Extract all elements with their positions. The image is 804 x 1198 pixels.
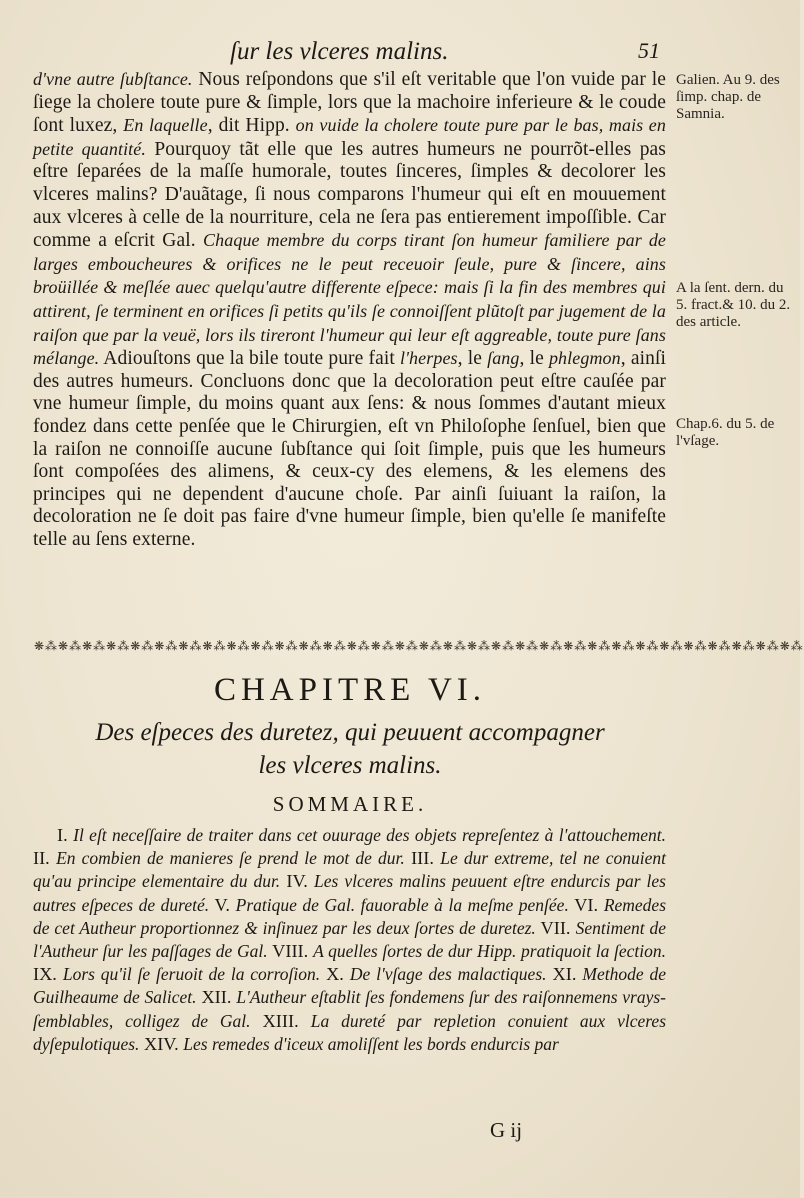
running-head <box>230 38 660 68</box>
ornamental-divider: ❋⁂❋⁂❋⁂❋⁂❋⁂❋⁂❋⁂❋⁂❋⁂❋⁂❋⁂❋⁂❋⁂❋⁂❋⁂❋⁂❋⁂❋⁂❋⁂❋⁂❋⁂❋⁂❋⁂❋⁂❋⁂❋⁂❋⁂❋⁂❋⁂❋⁂❋⁂❋⁂ <box>34 639 804 653</box>
margin-note-chapter: Chap.6. du 5. de l'vſage. <box>676 416 775 449</box>
page-number: 51 <box>638 38 660 63</box>
running-head-title: ſur les vlceres malins. <box>230 38 449 65</box>
margin-note-sentence: A la ſent. dern. du 5. fract.& 10. du 2. des article. <box>676 280 791 330</box>
margin-note-galien: Galien. Au 9. des ſimp. chap. de Samnia. <box>676 72 780 122</box>
sommaire-text: I. Il eſt neceſſaire de traiter dans cet ouurage des objets repreſentez à l'attouchement. II. En combien de manieres ſe prend le mot de dur. III. Le dur extreme, tel ne conuient qu'au principe elementaire du dur. IV. Les vlceres malins peuuent eſtre endurcis par les autres eſpeces de dureté. V. Pratique de Gal. fauorable à la meſme penſée. VI. Remedes de cet Autheur proportionnez & inſinuez par les deux ſortes de duretez. VII. Sentiment de l'Autheur ſur les paſſages de Gal. VIII. A quelles ſortes de dur Hipp. pratiquoit la ſection. IX. Lors qu'il ſe ſeruoit de la corroſion. X. De l'vſage des malactiques. XI. Methode de Guilheaume de Salicet. XII. L'Autheur eſtablit ſes fondemens ſur des raiſonnemens vrays-ſemblables, colligez de Gal. XIII. La dureté par repletion conuient aux vlceres dyſepulotiques. XIV. Les remedes d'iceux amoliſſent les bords endurcis par <box>33 825 667 1054</box>
sommaire-heading: SOMMAIRE. <box>272 792 428 816</box>
chapter-subtitle: Des eſpeces des duretez, qui peuuent accompagner les vlceres malins. <box>95 719 605 779</box>
body-paragraph-text: d'vne autre ſubſtance. Nous reſpondons que s'il eſt veritable que l'on vuide par le ſiege la cholere toute pure & ſimple, lors que la machoire inferieure & le coude ſont luxez, En laquelle, dit Hipp. on vuide la cholere toute pure par le bas, mais en petite quantité. Pourquoy tãt elle que les autres humeurs ne pourrõt-elles pas eſtre ſeparées de la maſſe humorale, toutes ſinceres, ſimples & decolorer les vlceres malins? D'auãtage, ſi nous comparons l'humeur qui eſt en mouuement aux vlceres à celle de la nourriture, cela ne ſera pas entierement impoſſible. Car comme a eſcrit Gal. Chaque membre du corps tirant ſon humeur familiere par de larges emboucheures & orifices ne le peut receuoir ſeule, pure & ſincere, ains broüillée & meſlée auec quelqu'autre differente eſpece: mais ſi la fin des membres qui attirent, ſe terminent en orifices ſi petits qu'ils ſe connoiſſent plũtoſt par jugement de la raiſon que par la veuë, lors ils tireront l'humeur qui leur eſt aggreable, toute pure ſans mélange. Adiouſtons que la bile toute pure fait l'herpes, le ſang, le phlegmon, ainſi des autres humeurs. Concluons donc que la decoloration peut eſtre cauſée par vne humeur ſimple, du moins quant aux ſens: & nous ſommes d'autant mieux fondez dans cette penſée que le Chirurgien, eſt vn Philoſophe ſenſuel, bien que la raiſon ne connoiſſe aucune ſubſtance qui ſoit ſimple, puis que les humeurs ſont compoſées des alimens, & ceux-cy des elemens, & les elemens des principes qui ne dependent d'aucune choſe. Par ainſi ſuiuant la raiſon, la decoloration ne ſe doit pas faire d'vne humeur ſimple, bien qu'elle ſe manifeſte telle au ſens externe. <box>33 69 667 550</box>
signature-mark: G ij <box>490 1118 523 1142</box>
body-paragraph <box>33 68 666 551</box>
chapter-title: CHAPITRE VI. <box>213 672 487 708</box>
